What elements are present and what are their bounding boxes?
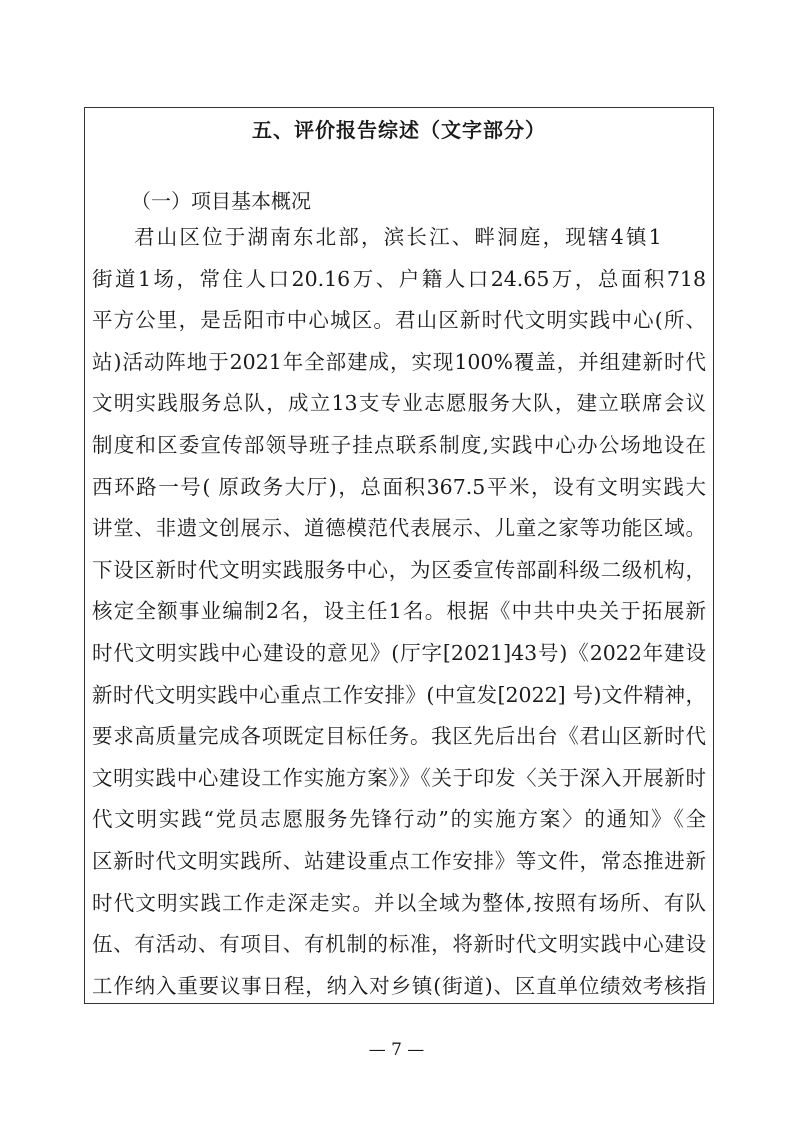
page-number: — 7 — — [368, 1040, 425, 1060]
paragraph-line: 新时代文明实践中心重点工作安排》(中宣发[2022] 号)文件精神， — [92, 682, 706, 707]
paragraph-line: 区新时代文明实践所、站建设重点工作安排》等文件，常态推进新 — [92, 848, 706, 873]
paragraph-line: 制度和区委宣传部领导班子挂点联系制度,实践中心办公场地设在 — [92, 432, 706, 457]
paragraph-line: 工作纳入重要议事日程，纳入对乡镇(街道)、区直单位绩效考核指 — [92, 973, 706, 998]
paragraph-line: 站)活动阵地于2021年全部建成，实现100%覆盖，并组建新时代 — [92, 349, 706, 374]
paragraph-line: 下设区新时代文明实践服务中心，为区委宣传部副科级二级机构， — [92, 557, 706, 582]
paragraph-line: 伍、有活动、有项目、有机制的标准，将新时代文明实践中心建设 — [92, 932, 706, 957]
paragraph-line: 代文明实践“党员志愿服务先锋行动”的实施方案〉的通知》《全 — [92, 807, 706, 832]
body-paragraph — [92, 217, 706, 1007]
paragraph-line: 要求高质量完成各项既定目标任务。我区先后出台《君山区新时代 — [92, 724, 706, 749]
paragraph-line: 时代文明实践中心建设的意见》(厅字[2021]43号)《2022年建设 — [92, 640, 706, 665]
paragraph-line: 君山区位于湖南东北部，滨长江、畔洞庭，现辖4镇1 — [134, 225, 664, 249]
paragraph-line: 街道1场，常住人口20.16万、户籍人口24.65万，总面积718 — [92, 266, 706, 291]
section-title: 五、评价报告综述（文字部分） — [252, 118, 546, 142]
paragraph-line: 核定全额事业编制2名，设主任1名。根据《中共中央关于拓展新 — [92, 599, 706, 624]
paragraph-line: 文明实践服务总队，成立13支专业志愿服务大队，建立联席会议 — [92, 391, 706, 416]
paragraph-line: 时代文明实践工作走深走实。并以全域为整体,按照有场所、有队 — [92, 890, 706, 915]
paragraph-line: 平方公里，是岳阳市中心城区。君山区新时代文明实践中心(所、 — [92, 308, 706, 333]
paragraph-line: 文明实践中心建设工作实施方案》》《关于印发〈关于深入开展新时 — [92, 765, 706, 790]
subsection-title: （一）项目基本概况 — [131, 189, 311, 213]
content-frame — [84, 107, 714, 1004]
paragraph-line: 西环路一号( 原政务大厅)，总面积367.5平米，设有文明实践大 — [92, 474, 706, 499]
paragraph-line: 讲堂、非遗文创展示、道德模范代表展示、儿童之家等功能区域。 — [92, 516, 706, 541]
